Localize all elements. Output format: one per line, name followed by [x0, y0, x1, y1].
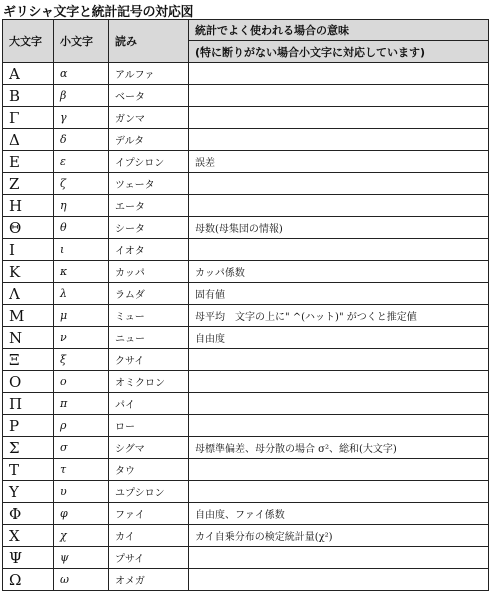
reading-cell: イオタ	[109, 239, 189, 261]
meaning-cell	[189, 239, 489, 261]
lower-letter-cell: ζ	[54, 173, 109, 195]
upper-letter-cell: Χ	[3, 525, 54, 547]
lower-letter-cell: λ	[54, 283, 109, 305]
table-body	[3, 63, 489, 591]
lower-letter-cell: υ	[54, 481, 109, 503]
upper-letter-cell: Σ	[3, 437, 54, 459]
table-row	[3, 371, 489, 393]
upper-letter-cell: Ξ	[3, 349, 54, 371]
meaning-cell: 誤差	[189, 151, 489, 173]
meaning-cell: カイ自乗分布の検定統計量(χ²)	[189, 525, 489, 547]
lower-letter-cell: τ	[54, 459, 109, 481]
lower-letter-cell: β	[54, 85, 109, 107]
upper-letter-cell: Κ	[3, 261, 54, 283]
header-meaning: 統計でよく使われる場合の意味	[189, 20, 489, 41]
reading-cell: タウ	[109, 459, 189, 481]
table-row	[3, 85, 489, 107]
upper-letter-cell: Ζ	[3, 173, 54, 195]
upper-letter-cell: Ο	[3, 371, 54, 393]
table-header	[3, 20, 489, 63]
reading-cell: ベータ	[109, 85, 189, 107]
lower-letter-cell: ξ	[54, 349, 109, 371]
reading-cell: アルファ	[109, 63, 189, 85]
meaning-cell	[189, 371, 489, 393]
reading-cell: ツェータ	[109, 173, 189, 195]
lower-letter-cell: γ	[54, 107, 109, 129]
meaning-cell: 自由度	[189, 327, 489, 349]
reading-cell: デルタ	[109, 129, 189, 151]
meaning-cell	[189, 459, 489, 481]
reading-cell: プサイ	[109, 547, 189, 569]
reading-cell: シグマ	[109, 437, 189, 459]
table-row	[3, 569, 489, 591]
upper-letter-cell: Ω	[3, 569, 54, 591]
table-row	[3, 217, 489, 239]
lower-letter-cell: ψ	[54, 547, 109, 569]
meaning-cell	[189, 195, 489, 217]
lower-letter-cell: κ	[54, 261, 109, 283]
upper-letter-cell: Β	[3, 85, 54, 107]
meaning-cell	[189, 63, 489, 85]
meaning-cell	[189, 547, 489, 569]
meaning-cell: 母標準偏差、母分散の場合 σ²、総和(大文字)	[189, 437, 489, 459]
header-lower: 小文字	[54, 20, 109, 63]
lower-letter-cell: α	[54, 63, 109, 85]
lower-letter-cell: ω	[54, 569, 109, 591]
reading-cell: オミクロン	[109, 371, 189, 393]
lower-letter-cell: η	[54, 195, 109, 217]
table-row	[3, 481, 489, 503]
table-row	[3, 151, 489, 173]
reading-cell: シータ	[109, 217, 189, 239]
lower-letter-cell: π	[54, 393, 109, 415]
table-row	[3, 327, 489, 349]
upper-letter-cell: Φ	[3, 503, 54, 525]
table-row	[3, 525, 489, 547]
meaning-cell	[189, 85, 489, 107]
lower-letter-cell: ο	[54, 371, 109, 393]
meaning-cell	[189, 569, 489, 591]
upper-letter-cell: Α	[3, 63, 54, 85]
upper-letter-cell: Ρ	[3, 415, 54, 437]
reading-cell: カッパ	[109, 261, 189, 283]
reading-cell: ガンマ	[109, 107, 189, 129]
meaning-cell	[189, 107, 489, 129]
table-row	[3, 283, 489, 305]
page-title: ギリシャ文字と統計記号の対応図	[3, 5, 194, 20]
reading-cell: オメガ	[109, 569, 189, 591]
meaning-cell: 固有値	[189, 283, 489, 305]
upper-letter-cell: Π	[3, 393, 54, 415]
table-row	[3, 107, 489, 129]
reading-cell: ミュー	[109, 305, 189, 327]
lower-letter-cell: ρ	[54, 415, 109, 437]
lower-letter-cell: θ	[54, 217, 109, 239]
upper-letter-cell: Ψ	[3, 547, 54, 569]
upper-letter-cell: Θ	[3, 217, 54, 239]
table-row	[3, 459, 489, 481]
meaning-cell: 母数(母集団の情報)	[189, 217, 489, 239]
header-upper: 大文字	[3, 20, 54, 63]
reading-cell: パイ	[109, 393, 189, 415]
reading-cell: ユプシロン	[109, 481, 189, 503]
meaning-cell	[189, 481, 489, 503]
table-row	[3, 393, 489, 415]
meaning-cell	[189, 173, 489, 195]
upper-letter-cell: Η	[3, 195, 54, 217]
table-row	[3, 415, 489, 437]
lower-letter-cell: σ	[54, 437, 109, 459]
table-row	[3, 261, 489, 283]
lower-letter-cell: ν	[54, 327, 109, 349]
upper-letter-cell: Γ	[3, 107, 54, 129]
table-row	[3, 63, 489, 85]
lower-letter-cell: ι	[54, 239, 109, 261]
meaning-cell: 自由度、ファイ係数	[189, 503, 489, 525]
meaning-cell	[189, 415, 489, 437]
table-row	[3, 349, 489, 371]
upper-letter-cell: Λ	[3, 283, 54, 305]
reading-cell: クサイ	[109, 349, 189, 371]
upper-letter-cell: Ι	[3, 239, 54, 261]
table-row	[3, 305, 489, 327]
reading-cell: イプシロン	[109, 151, 189, 173]
table-row	[3, 129, 489, 151]
meaning-cell	[189, 129, 489, 151]
upper-letter-cell: Μ	[3, 305, 54, 327]
reading-cell: ファイ	[109, 503, 189, 525]
table-row	[3, 503, 489, 525]
meaning-cell: 母平均 文字の上に" ^(ハット)" がつくと推定値	[189, 305, 489, 327]
lower-letter-cell: χ	[54, 525, 109, 547]
upper-letter-cell: Υ	[3, 481, 54, 503]
lower-letter-cell: ε	[54, 151, 109, 173]
table-row	[3, 239, 489, 261]
table-row	[3, 437, 489, 459]
reading-cell: エータ	[109, 195, 189, 217]
reading-cell: ラムダ	[109, 283, 189, 305]
lower-letter-cell: δ	[54, 129, 109, 151]
upper-letter-cell: Ε	[3, 151, 54, 173]
upper-letter-cell: Δ	[3, 129, 54, 151]
table-row	[3, 195, 489, 217]
reading-cell: ニュー	[109, 327, 189, 349]
lower-letter-cell: μ	[54, 305, 109, 327]
meaning-cell	[189, 349, 489, 371]
meaning-cell	[189, 393, 489, 415]
meaning-cell: カッパ係数	[189, 261, 489, 283]
reading-cell: カイ	[109, 525, 189, 547]
greek-letter-table	[2, 19, 489, 591]
table-row	[3, 173, 489, 195]
lower-letter-cell: φ	[54, 503, 109, 525]
header-meaning-note: (特に断りがない場合小文字に対応しています)	[189, 41, 489, 63]
upper-letter-cell: Τ	[3, 459, 54, 481]
header-reading: 読み	[109, 20, 189, 63]
reading-cell: ロー	[109, 415, 189, 437]
table-row	[3, 547, 489, 569]
upper-letter-cell: Ν	[3, 327, 54, 349]
